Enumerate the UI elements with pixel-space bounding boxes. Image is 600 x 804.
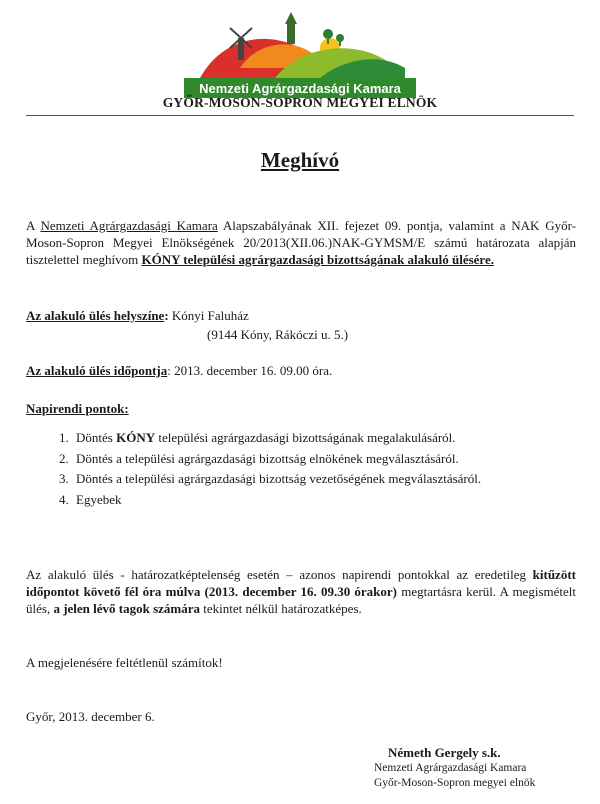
intro-paragraph [26,217,576,268]
note-bold-2: a jelen lévő tagok számára [53,601,201,616]
time-value: : 2013. december 16. 09.00 óra. [167,363,333,378]
signature-block [360,744,570,791]
signer-org: Nemzeti Agrárgazdasági Kamara [374,762,527,774]
venue-label: Az alakuló ülés helyszíne [26,308,165,323]
logo-wordmark: Nemzeti Agrárgazdasági Kamara [199,81,401,96]
intro-text-2: Alapszabályának XII. fejezet 09. pontja, valamint a NAK Győr-Moson-Sopron Megyei Elnökségének 20/2013(XII.06.)NAK-GYMSM/E számú határozata alapján tisztelettel meghívom [26,218,576,267]
venue-colon: : [164,308,172,323]
intro-highlight: KÓNY települési agrárgazdasági bizottságának alakuló ülésére. [141,252,494,267]
intro-org-name: Nemzeti Agrárgazdasági Kamara [40,218,218,233]
signer-title: Győr-Moson-Sopron megyei elnök [374,777,536,789]
note-text-2: megtartásra kerül. A megismételt ülés, [26,584,576,616]
quorum-note [26,566,576,617]
venue-name: Kónyi Faluház [171,308,249,323]
note-text-3: tekintet nélkül határozatképes. [200,601,362,616]
agenda-item: 3. Döntés a települési agrárgazdasági bizottság vezetőségének megválasztásáról. [72,470,600,488]
agenda-item: 2. Döntés a települési agrárgazdasági bizottság elnökének megválasztásáról. [72,450,600,468]
intro-text-1: A [26,218,41,233]
venue-address: (9144 Kóny, Rákóczi u. 5.) [207,327,349,342]
venue-line [26,307,576,324]
date-line: Győr, 2013. december 6. [26,709,155,724]
org-line: GYŐR-MOSON-SOPRON MEGYEI ELNÖK [162,95,438,110]
agenda-item: 1. Döntés KÓNY települési agrárgazdasági bizottságának megalakulásáról. [72,429,600,447]
note-bold-1: kitűzött időpontot követő fél óra múlva (2013. december 16. 09.30 órakor) [26,567,576,599]
document-title: Meghívó [260,148,340,172]
agenda-heading: Napirendi pontok: [26,401,129,416]
nak-logo [180,8,420,100]
agenda-item: 4. Egyebek [72,491,600,509]
time-label: Az alakuló ülés időpontja [26,363,168,378]
agenda-list [26,429,600,511]
closing-line: A megjelenésére feltétlenül számítok! [26,655,223,670]
header-divider [26,115,574,116]
signer-name: Németh Gergely s.k. [388,745,501,760]
note-text-1: Az alakuló ülés - határozatképtelenség esetén – azonos napirendi pontokkal az eredetileg [26,567,533,582]
time-line [26,362,576,379]
